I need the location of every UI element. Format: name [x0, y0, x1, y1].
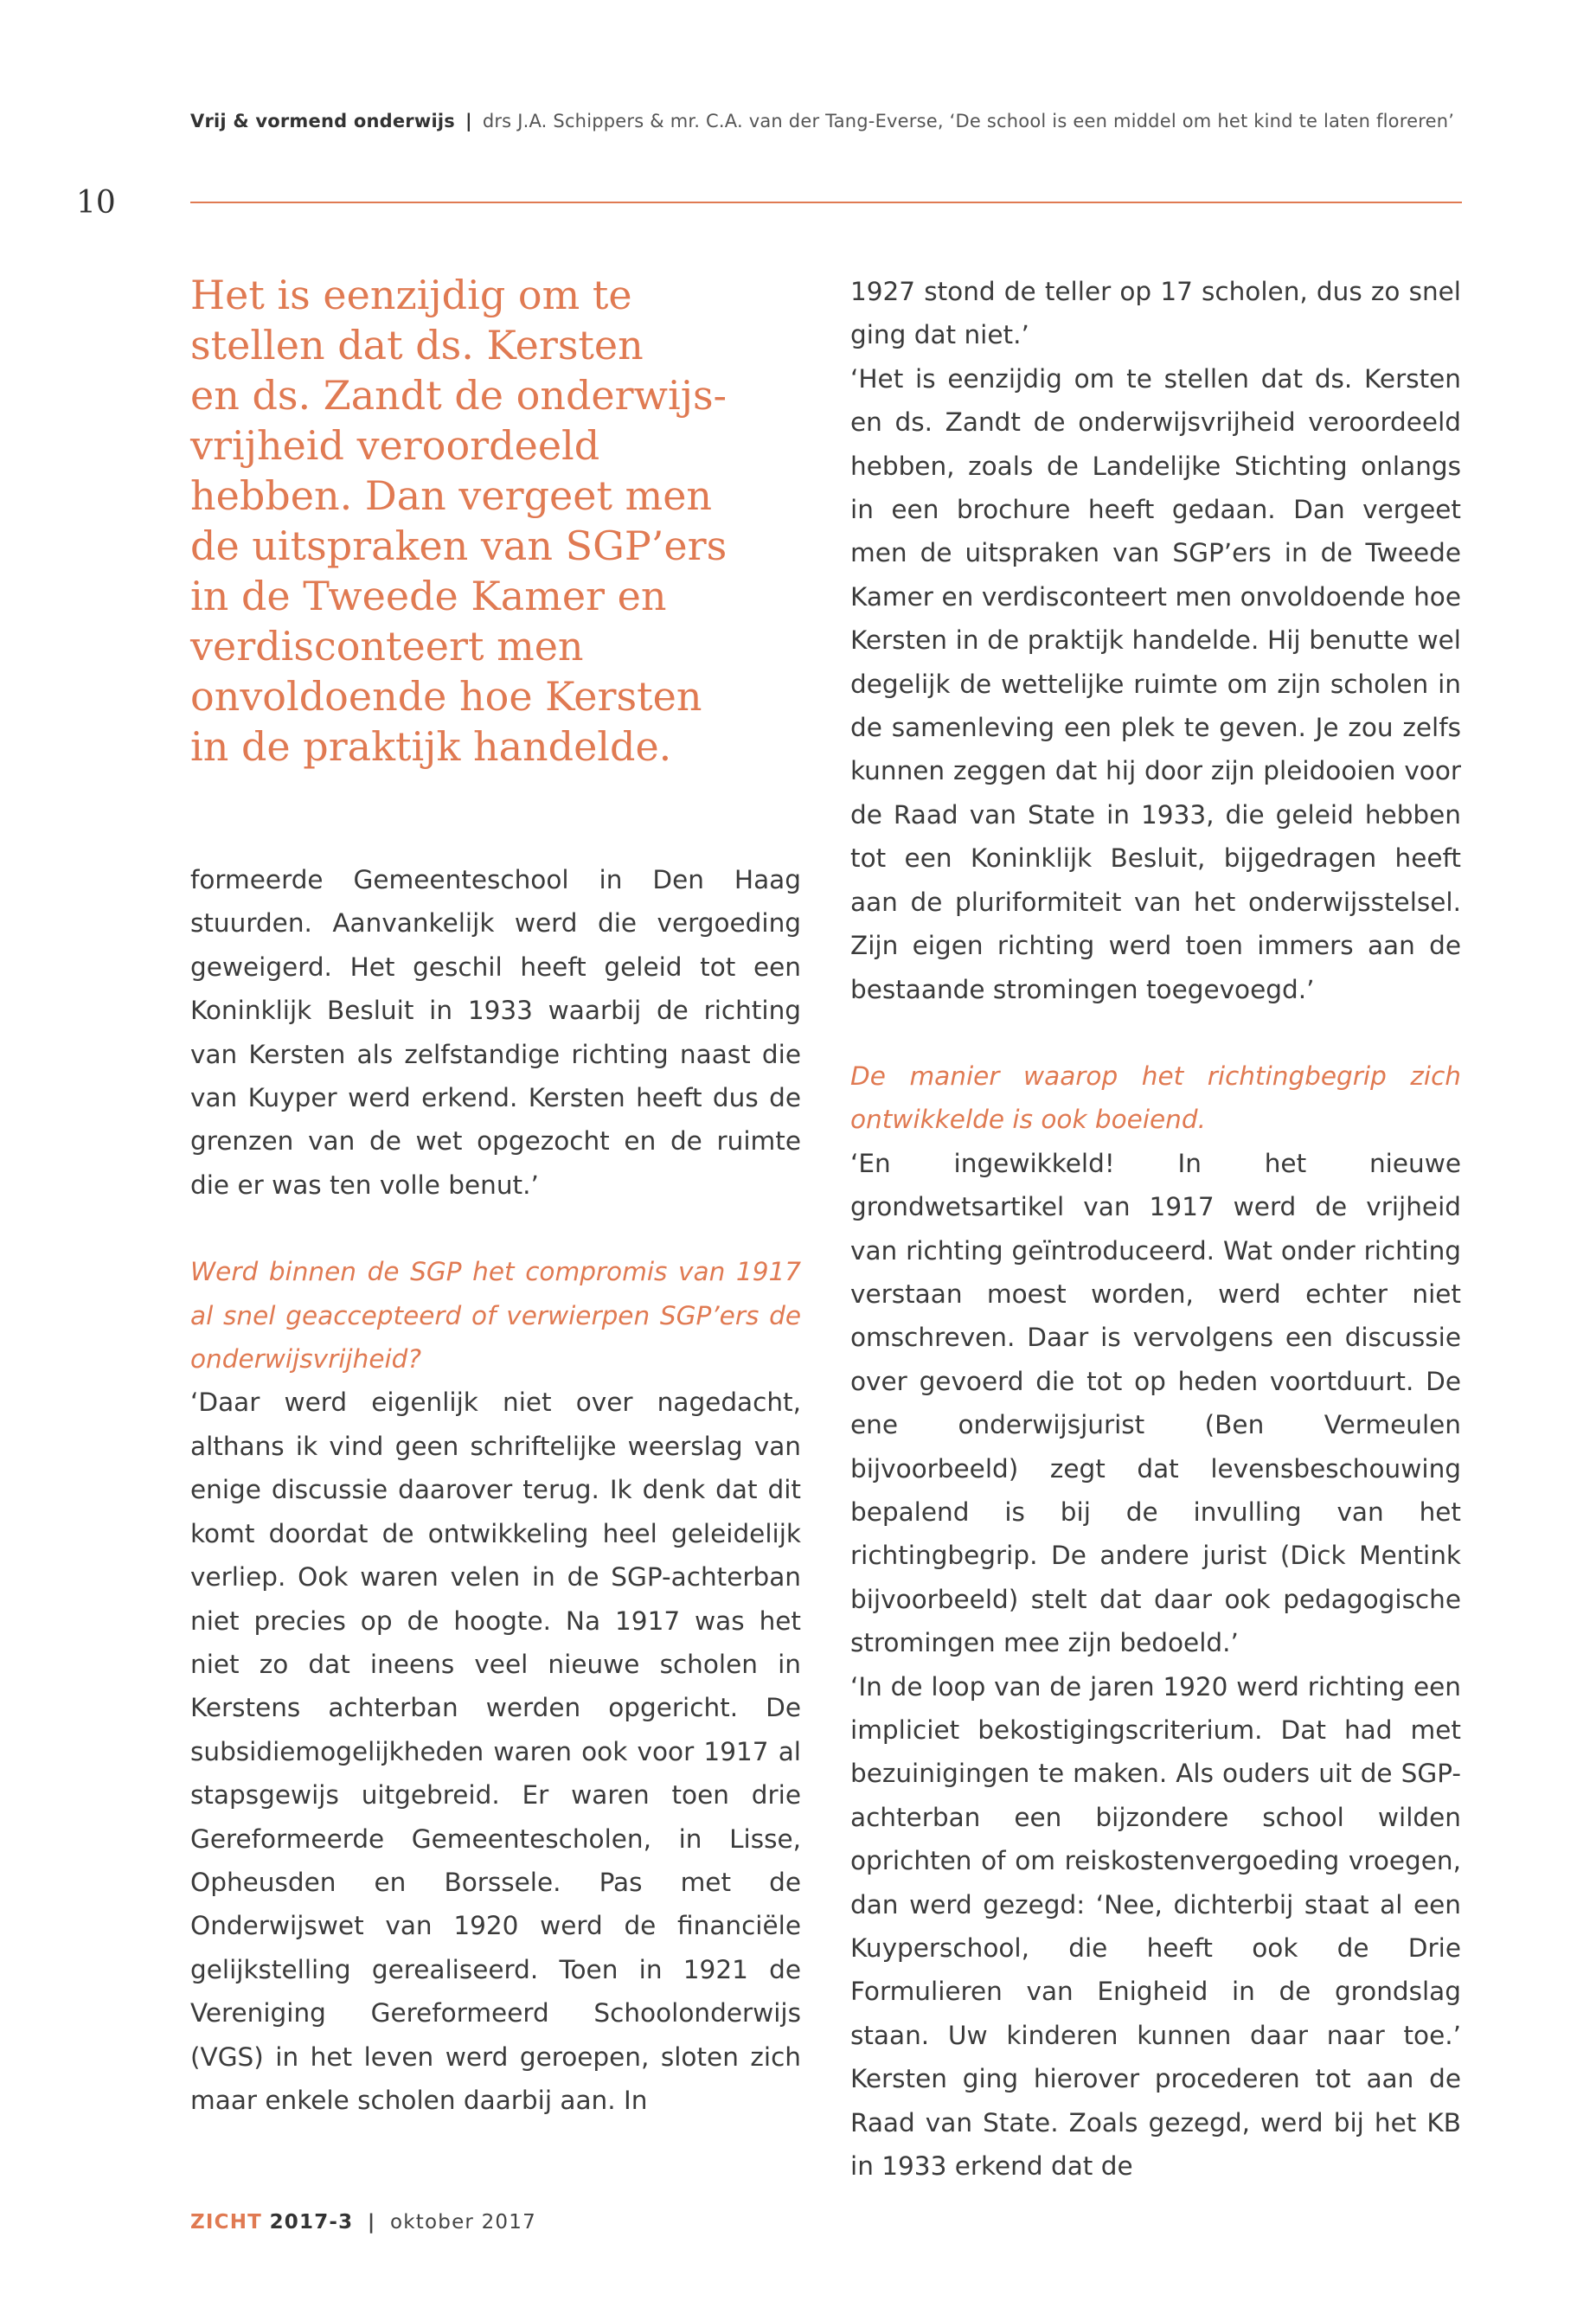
footer-issue: 2017-3 [269, 2211, 354, 2234]
pull-quote-line: hebben. Dan vergeet men [190, 472, 713, 519]
pull-quote-line: in de Tweede Kamer en [190, 573, 667, 619]
footer-date: oktober 2017 [389, 2211, 536, 2234]
body-paragraph: ‘Daar werd eigenlijk niet over nagedacht, althans ik vind geen schriftelijke weerslag van enige discussie daarover terug. Ik denk dat dit komt doordat de ontwikkeling heel geleidelijk verliep. Ook waren velen in de SGP-achterban niet precies op de hoogte. Na 1917 was het niet zo dat ineens veel nieuwe scholen in Kerstens achterban werden opgericht. De subsidiemogelijkheden waren ook voor 1917 al stapsgewijs uitgebreid. Er waren toen drie Gereformeerde Gemeentescholen, in Lisse, Opheusden en Borssele. Pas met de Onderwijswet van 1920 werd de financiële gelijkstelling gerealiseerd. Toen in 1921 de Vereniging Gereformeerd Schoolonderwijs (VGS) in het leven werd geroepen, sloten zich maar enkele scholen daarbij aan. In [190, 1388, 801, 2115]
header-separator: | [465, 111, 472, 131]
header-rule [190, 202, 1462, 203]
pull-quote-line: vrijheid veroordeeld [190, 422, 600, 469]
page-footer [190, 2211, 536, 2234]
running-header [190, 111, 1462, 131]
body-paragraph: formeerde Gemeenteschool in Den Haag stuurden. Aanvankelijk werd die vergoeding geweigerd. Het geschil heeft geleid tot een Koninklijk Besluit in 1933 waarbij de richting van Kersten als zelfstandige richting naast die van Kuyper werd erkend. Kersten heeft dus de grenzen van de wet opgezocht en de ruimte die er was ten volle benut.’ [190, 865, 801, 1200]
footer-separator: | [367, 2211, 376, 2234]
right-column [850, 270, 1461, 2188]
interview-question: Werd binnen de SGP het compromis van 1917 al snel geaccepteerd of verwierpen SGP’ers de onderwijsvrijheid? [190, 1257, 801, 1375]
pull-quote-line: de uitspraken van SGP’ers [190, 522, 727, 569]
body-paragraph: ‘In de loop van de jaren 1920 werd richting een impliciet bekostigingscriterium. Dat had met bezuinigingen te maken. Als ouders uit de SGP-achterban een bijzondere school wilden oprichten of om reiskostenvergoeding vroegen, dan werd gezegd: ‘Nee, dichterbij staat al een Kuyperschool, die heeft ook de Drie Formulieren van Enigheid in de grondslag staan. Uw kinderen kunnen daar naar toe.’ Kersten ging hierover procederen tot aan de Raad van State. Zoals gezegd, werd bij het KB in 1933 erkend dat de [850, 1671, 1461, 2182]
pull-quote-line: en ds. Zandt de onderwijs- [190, 372, 727, 419]
body-paragraph: ‘Het is eenzijdig om te stellen dat ds. Kersten en ds. Zandt de onderwijsvrijheid veroordeeld hebben, zoals de Landelijke Stichting onlangs in een brochure heeft gedaan. Dan vergeet men de uitspraken van SGP’ers in de Tweede Kamer en verdisconteert men onvoldoende hoe Kersten in de praktijk handelde. Hij benutte wel degelijk de wettelijke ruimte om zijn scholen in de samenleving een plek te geven. Je zou zelfs kunnen zeggen dat hij door zijn pleidooien voor de Raad van State in 1933, die geleid hebben tot een Koninklijk Besluit, bijgedragen heeft aan de pluriformiteit van het onderwijsstelsel. Zijn eigen richting werd toen immers aan de bestaande stromingen toegevoegd.’ [850, 363, 1461, 1004]
body-paragraph: 1927 stond de teller op 17 scholen, dus zo snel ging dat niet.’ [850, 277, 1461, 350]
pull-quote-line: Het is eenzijdig om te [190, 272, 632, 318]
pull-quote-line: stellen dat ds. Kersten [190, 322, 644, 369]
pull-quote-line: in de praktijk handelde. [190, 723, 672, 770]
pull-quote [190, 270, 801, 772]
left-column [190, 270, 801, 2122]
page-number: 10 [76, 185, 116, 221]
pull-quote-line: verdisconteert men [190, 623, 584, 670]
footer-brand: ZICHT [190, 2211, 263, 2234]
header-byline: drs J.A. Schippers & mr. C.A. van der Tang-Everse, ‘De school is een middel om het kind te laten floreren’ [482, 111, 1455, 131]
header-section-title: Vrij & vormend onderwijs [190, 111, 455, 131]
body-paragraph: ‘En ingewikkeld! In het nieuwe grondwetsartikel van 1917 werd de vrijheid van richting geïntroduceerd. Wat onder richting verstaan moest worden, werd echter niet omschreven. Daar is vervolgens een discussie over gevoerd die tot op heden voortduurt. De ene onderwijsjurist (Ben Vermeulen bijvoorbeeld) zegt dat levensbeschouwing bepalend is bij de invulling van het richtingbegrip. De andere jurist (Dick Mentink bijvoorbeeld) stelt dat daar ook pedagogische stromingen mee zijn bedoeld.’ [850, 1148, 1461, 1658]
interview-question: De manier waarop het richtingbegrip zich ontwikkelde is ook boeiend. [850, 1061, 1461, 1135]
pull-quote-line: onvoldoende hoe Kersten [190, 673, 702, 720]
